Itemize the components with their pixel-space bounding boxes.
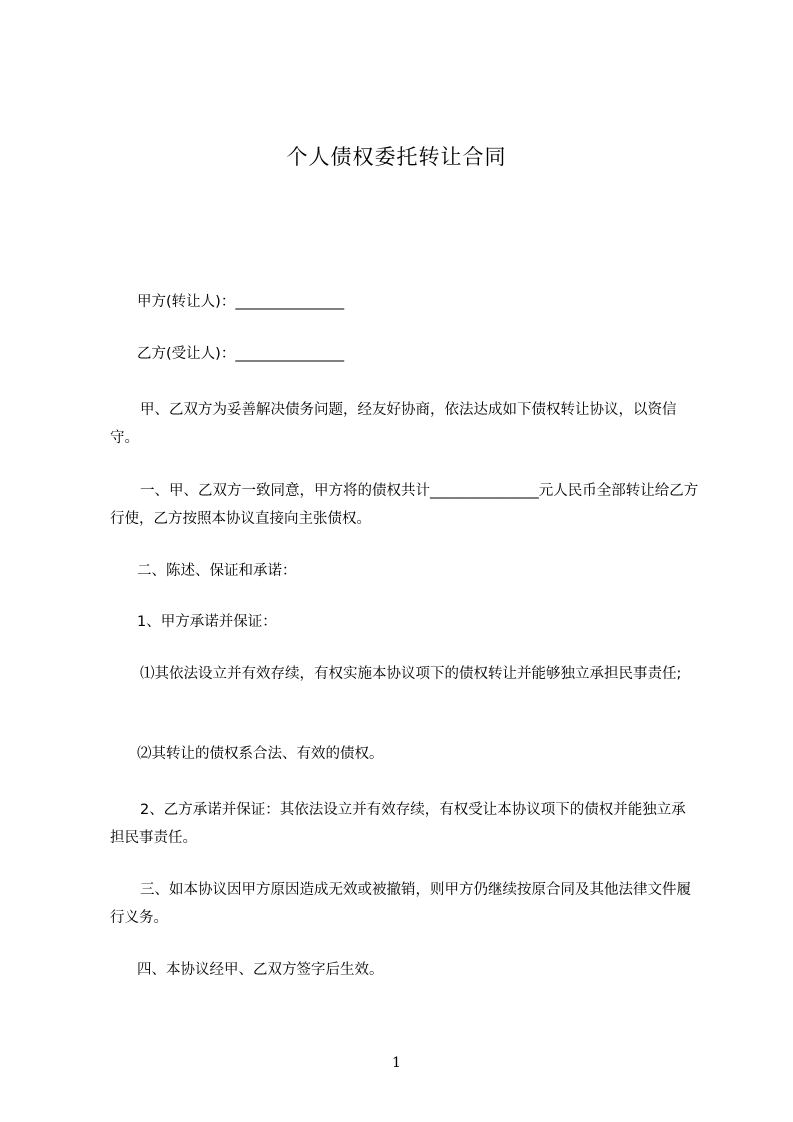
party-b-label: 乙方(受让人)： xyxy=(137,346,236,362)
page-number: 1 xyxy=(392,1055,401,1071)
clause-2-1-item-1: ⑴其依法设立并有效存续，有权实施本协议项下的债权转让并能够独立承担民事责任; xyxy=(140,666,682,682)
clause-3-paragraph: 三、如本协议因甲方原因造成无效或被撤销，则甲方仍继续按原合同及其他法律文件履行义务。 xyxy=(110,882,691,926)
clause-4-paragraph: 四、本协议经甲、乙双方签字后生效。 xyxy=(137,962,384,978)
party-a-label: 甲方(转让人)： xyxy=(137,294,236,310)
party-a-blank: _______________ xyxy=(235,294,345,310)
clause-2-2-paragraph: 2、乙方承诺并保证：其依法设立并有效存续，有权受让本协议项下的债权并能独立承担民事责任。 xyxy=(110,802,686,846)
clause-2-heading: 二、陈述、保证和承诺： xyxy=(137,563,297,579)
preamble-paragraph: 甲、乙双方为妥善解决债务问题，经友好协商，依法达成如下债权转让协议，以资信守。 xyxy=(110,402,677,446)
clause-1-text-after: 元人民币全部转让给乙方行使，乙方按照本协议直接向主张债权。 xyxy=(110,483,699,527)
party-a-line xyxy=(137,288,727,316)
clause-2-1-heading: 1、甲方承诺并保证： xyxy=(137,614,277,630)
clause-2-1-item-2: ⑵其转让的债权系合法、有效的债权。 xyxy=(137,746,384,762)
party-b-line xyxy=(137,340,727,368)
clause-1-paragraph xyxy=(110,477,700,533)
document-title: 个人债权委托转让合同 xyxy=(286,145,507,169)
party-b-blank: _______________ xyxy=(235,346,345,362)
clause-1-text-before: 一、甲、乙双方一致同意，甲方将的债权共计 xyxy=(140,483,430,499)
clause-1-amount-blank: _______________ xyxy=(430,483,539,499)
